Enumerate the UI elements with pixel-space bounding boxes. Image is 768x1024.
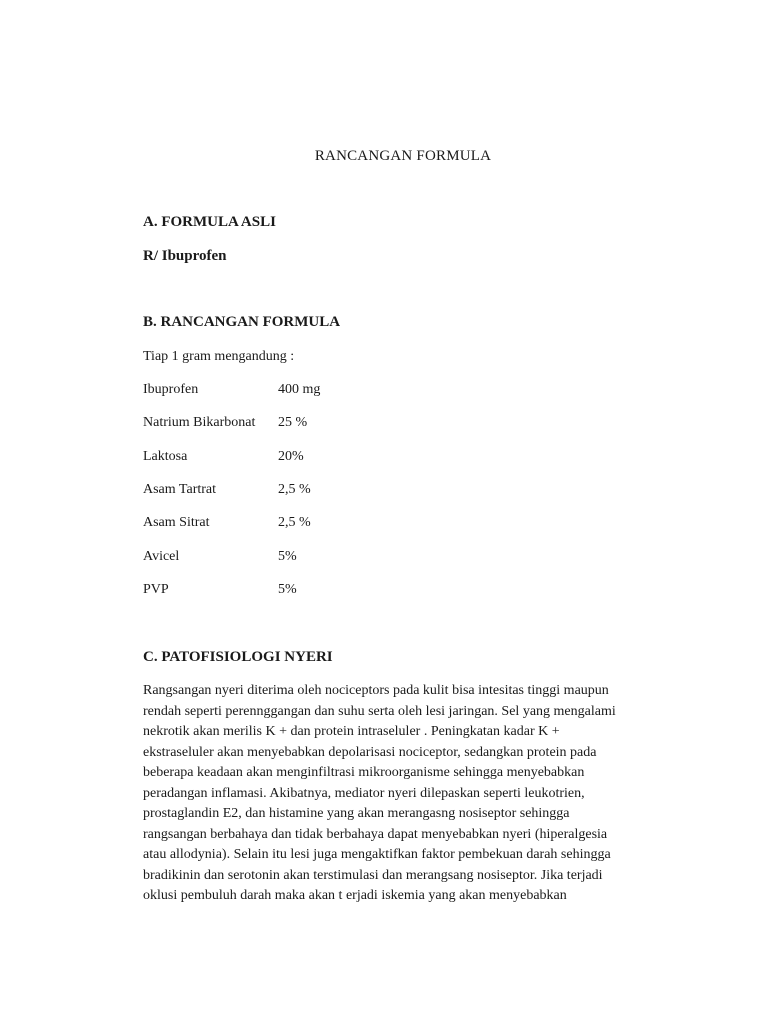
paragraph-line: peradangan inflamasi. Akibatnya, mediator nyeri dilepaskan seperti leukotrien, bbox=[143, 785, 585, 801]
section-a-heading: A. FORMULA ASLI bbox=[143, 214, 276, 230]
ingredient-name: Ibuprofen bbox=[143, 382, 199, 397]
ingredient-amount: 20% bbox=[278, 449, 304, 464]
ingredient-row bbox=[143, 449, 304, 465]
ingredient-name: Avicel bbox=[143, 549, 180, 564]
ingredient-name: PVP bbox=[143, 582, 169, 597]
ingredient-name: Laktosa bbox=[143, 449, 188, 464]
document-title: RANCANGAN FORMULA bbox=[314, 148, 492, 164]
paragraph-line: rendah seperti perennggangan dan suhu serta oleh lesi jaringan. Sel yang mengalami bbox=[143, 703, 616, 719]
paragraph-line: nekrotik akan merilis K + dan protein intraseluler . Peningkatan kadar K + bbox=[143, 724, 560, 739]
ingredient-amount: 2,5 % bbox=[278, 515, 311, 530]
paragraph-line: atau allodynia). Selain itu lesi juga mengaktifkan faktor pembekuan darah sehingga bbox=[143, 847, 611, 862]
ingredient-row bbox=[143, 482, 311, 498]
paragraph-line: bradikinin dan serotonin akan terstimulasi dan merangsang nosiseptor. Jika terjadi bbox=[143, 867, 603, 883]
ingredient-amount: 2,5 % bbox=[278, 482, 311, 497]
ingredient-amount: 5% bbox=[278, 549, 297, 564]
ingredient-row bbox=[143, 549, 297, 565]
ingredient-row bbox=[143, 382, 320, 398]
paragraph-line: ekstraseluler akan menyebabkan depolarisasi nociceptor, sedangkan protein pada bbox=[143, 744, 597, 760]
paragraph-line: rangsangan berbahaya dan tidak berbahaya dapat menyebabkan nyeri (hiperalgesia bbox=[143, 826, 608, 842]
ingredient-amount: 5% bbox=[278, 582, 297, 597]
recipe-line: R/ Ibuprofen bbox=[143, 248, 227, 264]
section-c-paragraph bbox=[143, 681, 643, 907]
section-c-heading: C. PATOFISIOLOGI NYERI bbox=[143, 649, 333, 665]
ingredient-row bbox=[143, 515, 311, 531]
paragraph-line: prostaglandin E2, dan histamine yang akan merangasng nosiseptor sehingga bbox=[143, 806, 570, 821]
ingredient-row bbox=[143, 415, 307, 431]
section-b-intro: Tiap 1 gram mengandung : bbox=[143, 349, 295, 364]
ingredient-amount: 25 % bbox=[278, 415, 308, 430]
section-b-heading: B. RANCANGAN FORMULA bbox=[143, 314, 341, 330]
ingredient-name: Asam Tartrat bbox=[143, 482, 217, 497]
paragraph-line: beberapa keadaan akan menginfiltrasi mikroorganisme sehingga menyebabkan bbox=[143, 765, 585, 780]
ingredient-name: Asam Sitrat bbox=[143, 515, 210, 530]
ingredient-row bbox=[143, 582, 297, 598]
ingredient-name: Natrium Bikarbonat bbox=[143, 415, 256, 430]
paragraph-line: oklusi pembuluh darah maka akan t erjadi iskemia yang akan menyebabkan bbox=[143, 888, 567, 903]
ingredient-amount: 400 mg bbox=[278, 382, 321, 397]
paragraph-line: Rangsangan nyeri diterima oleh nociceptors pada kulit bisa intesitas tinggi maupun bbox=[143, 683, 609, 698]
